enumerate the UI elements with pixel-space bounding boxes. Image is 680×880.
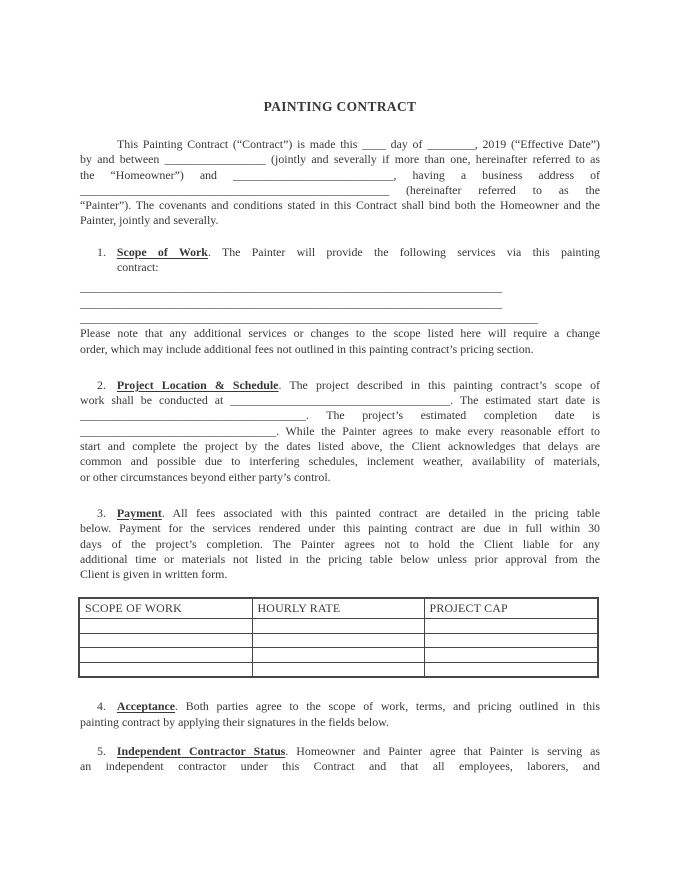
fill-in-line: _______________________________________________________________________ (80, 280, 503, 295)
section-4-number: 4. (97, 699, 106, 714)
section-3-line: additional time or materials not listed in the pricing table below unless prior approval from the (80, 551, 600, 566)
intro-line: the “Homeowner”) and ___________________________, having a business address of (80, 167, 600, 182)
table-cell (424, 648, 598, 663)
table-cell (424, 619, 598, 634)
table-row (79, 633, 598, 648)
intro-line: “Painter”). The covenants and conditions stated in this Contract shall bind both the Homeowner and the (80, 198, 600, 213)
section-3-line: days of the project’s completion. The Painter agrees not to hold the Client liable for any (80, 536, 600, 551)
section-3-line: Client is given in written form. (80, 567, 228, 582)
section-3-first-line (80, 506, 600, 521)
section-3-heading: Payment (116, 505, 162, 520)
note-line: order, which may include additional fees not outlined in this painting contract’s pricing section. (80, 341, 534, 356)
table-cell (252, 662, 424, 677)
column-header-hourly-rate: HOURLY RATE (252, 598, 424, 619)
scope-fill-in-area (80, 280, 600, 326)
section-4-text: . Both parties agree to the scope of work, terms, and pricing outlined in this (175, 699, 600, 714)
table-row (79, 648, 598, 663)
intro-paragraph (80, 137, 600, 229)
section-2-line: start and complete the project by the dates listed above, the Client acknowledges that delays are (80, 439, 600, 454)
fill-in-line: _______________________________________________________________________ (80, 295, 503, 310)
note-paragraph (80, 326, 600, 357)
section-1-heading: Scope of Work (116, 244, 208, 259)
section-4-line: painting contract by applying their signatures in the fields below. (80, 714, 389, 729)
section-5-number: 5. (97, 744, 106, 759)
pricing-table-header-row (79, 598, 598, 619)
section-2-project-location-schedule (80, 378, 600, 485)
fill-in-line: _____________________________________________________________________________ (80, 310, 538, 325)
table-cell (252, 648, 424, 663)
table-row (79, 619, 598, 634)
table-cell (79, 619, 252, 634)
section-1-first-line (80, 245, 600, 260)
section-4-first-line (80, 699, 600, 714)
section-1-scope-of-work (80, 245, 600, 276)
section-4-heading: Acceptance (116, 699, 176, 714)
section-2-line: _________________________________. While the Painter agrees to make every reasonable effort to (80, 423, 600, 438)
section-3-line: below. Payment for the services rendered under this painting contract are due in full within 30 (80, 521, 600, 536)
section-3-payment (80, 506, 600, 582)
section-2-line: ______________________________________. The project’s estimated completion date is (80, 408, 600, 423)
document-title: PAINTING CONTRACT (263, 99, 417, 114)
section-3-number: 3. (97, 505, 106, 520)
note-line: Please note that any additional services or changes to the scope listed here will require a change (80, 326, 600, 341)
section-5-first-line (80, 744, 600, 759)
table-cell (252, 633, 424, 648)
section-1-continuation: contract: (117, 260, 159, 275)
table-cell (424, 662, 598, 677)
section-3-text: . All fees associated with this painted contract are detailed in the pricing table (161, 505, 600, 520)
section-2-heading: Project Location & Schedule (116, 377, 279, 392)
section-4-acceptance (80, 699, 600, 730)
column-header-scope-of-work: SCOPE OF WORK (79, 598, 252, 619)
section-2-first-line (80, 378, 600, 393)
section-2-number: 2. (97, 377, 106, 392)
table-cell (79, 662, 252, 677)
section-5-heading: Independent Contractor Status (116, 744, 286, 759)
section-5-text: . Homeowner and Painter agree that Painter is serving as (285, 744, 600, 759)
intro-line: Painter, jointly and severally. (80, 213, 219, 228)
section-2-text: . The project described in this painting contract’s scope of (278, 377, 601, 392)
table-cell (252, 619, 424, 634)
section-2-line: common and possible due to interfering schedules, inclement weather, availability of materials, (80, 454, 600, 469)
section-2-line: or other circumstances beyond either party’s control. (80, 469, 331, 484)
section-1-text: . The Painter will provide the following services via this painting (207, 244, 600, 259)
table-row (79, 662, 598, 677)
table-cell (79, 633, 252, 648)
intro-line: This Painting Contract (“Contract”) is made this ____ day of ________, 2019 (“Effective Date”) (117, 137, 600, 151)
table-cell (424, 633, 598, 648)
table-cell (79, 648, 252, 663)
section-1-number: 1. (97, 244, 106, 259)
section-5-independent-contractor-status (80, 744, 600, 775)
column-header-project-cap: PROJECT CAP (424, 598, 598, 619)
section-2-line: work shall be conducted at _____________________________________. The estimated start date is (80, 393, 600, 408)
section-5-line: an independent contractor under this Contract and that all employees, laborers, and (80, 759, 600, 774)
pricing-table (78, 597, 599, 678)
intro-line: by and between _________________ (jointly and severally if more than one, hereinafter referred to as (80, 152, 600, 167)
intro-line: ____________________________________________________ (hereinafter referred to as the (80, 182, 600, 197)
